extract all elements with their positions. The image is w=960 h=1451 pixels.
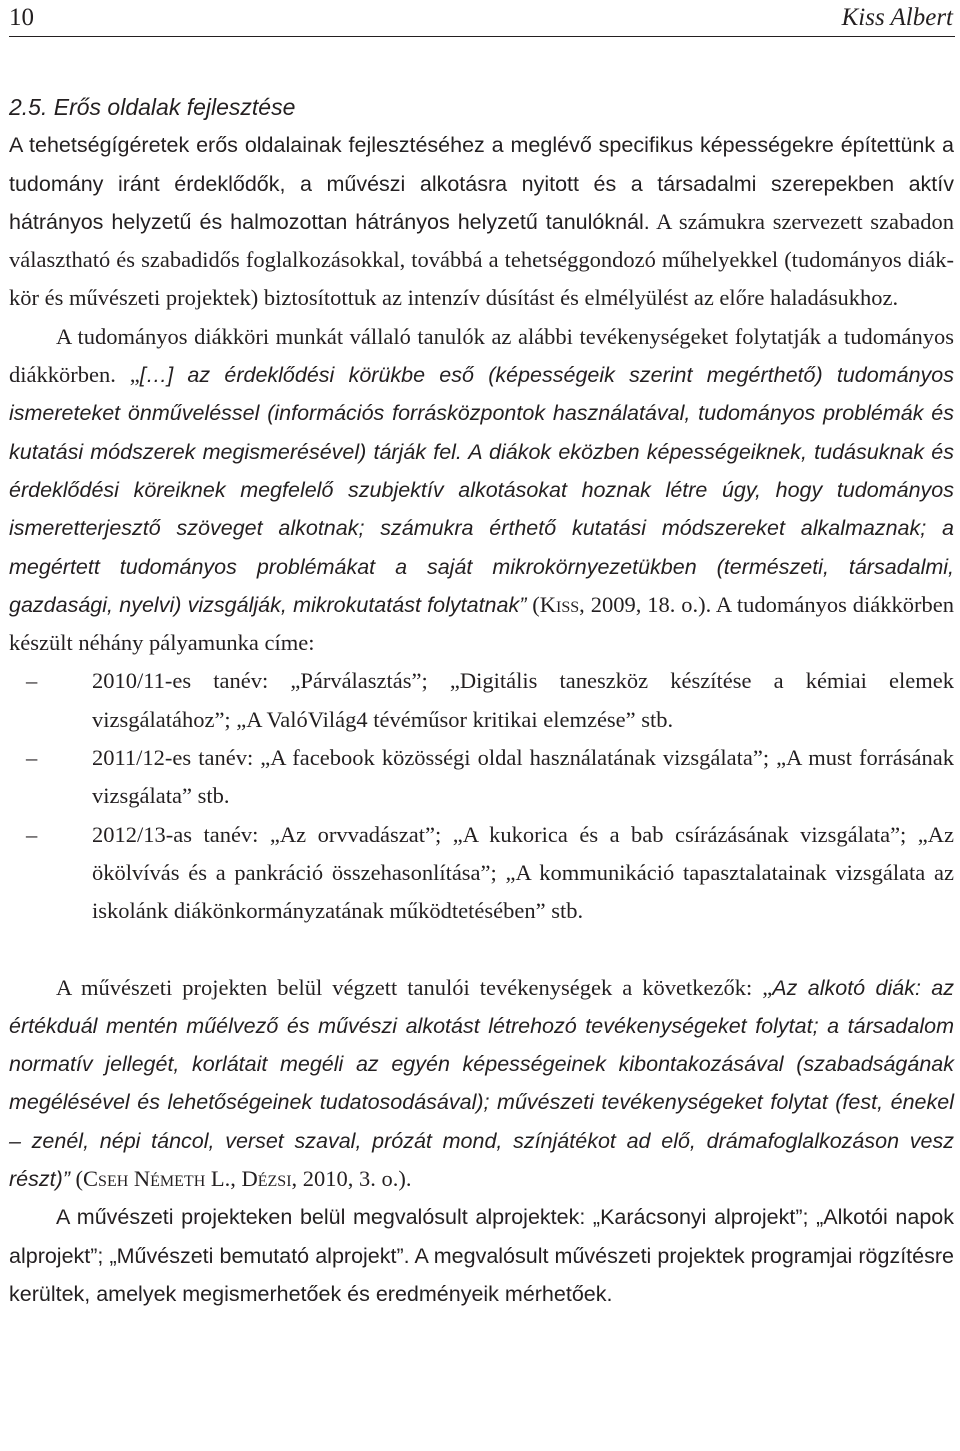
- paragraph-gap: [9, 931, 954, 969]
- paragraph-art-project: [9, 969, 954, 1199]
- page-number: 10: [9, 4, 34, 31]
- list-item: [9, 662, 954, 739]
- thesis-title-list: [9, 662, 954, 930]
- list-item-text: 2011/12-es tanév: „A facebook közösségi oldal használatának vizsgálata”; „A must forrásának vizsgálata” stb.: [92, 745, 954, 809]
- paragraph-strengths-intro: A tehetségígéretek erős oldalainak fejlesztéséhez a meglévő specifikus képességekre építettünk a tudomány iránt érdeklődők, a művészi alkotásra nyitott és a társadalmi szerepekben aktív hátrányos helyzetű és halmozottan hátrányos helyzetű tanulóknál.: [9, 133, 954, 234]
- paragraph-research-circle: [9, 318, 954, 663]
- art-project-quote: Az alkotó diák: az értékduál mentén műélvező és művészi alkotást létrehozó tevékenységeket folytat; a társadalom normatív jellegét, korlátait megéli az egyén képességeinek kibontakozásával (szabadságának megélésével és lehetőségeinek tudatosodásával); művészeti tevékenységeket folytat (fest, énekel – zenél, népi táncol, verset szaval, prózát mond, színjátékot ad elő, drámafoglalkozáson vesz részt)”: [9, 975, 954, 1192]
- dash-bullet: –: [26, 668, 38, 694]
- citation-rest: , 2009, 18. o.). A tudományos diákkörben készült néhány pályamunka címe:: [9, 591, 954, 656]
- art-project-intro: A művészeti projekten belül végzett tanulói tevékenységek a következők: „: [56, 974, 773, 1000]
- section-title: 2.5. Erős oldalak fejlesztése: [9, 94, 296, 120]
- citation-rest: , 2010, 3. o.).: [291, 1166, 412, 1192]
- running-header-author: Kiss Albert: [841, 4, 953, 31]
- dash-bullet: –: [26, 745, 38, 771]
- list-item: [9, 739, 954, 816]
- list-item: [9, 816, 954, 931]
- page-body: [9, 88, 954, 1313]
- paragraph-strengths: [9, 126, 954, 317]
- paragraph-strengths-body: A számukra szervezett szabadon választható és szabadidős foglalkozásokkal, továbbá a tehetséggondozó műhelyekkel (tudományos diákkör és művészeti projektek) biztosítottuk az intenzív dúsítást és elmélyülést az előre haladásukhoz.: [9, 208, 954, 311]
- citation-open: (: [69, 1166, 84, 1192]
- dash-bullet: –: [26, 821, 38, 847]
- list-item-text: 2012/13-as tanév: „Az orvvadászat”; „A kukorica és a bab csírázásának vizsgálata”; „Az ökölvívás és a pankráció összehasonlítása”; „A kommunikáció tapasztalatainak vizsgálata az iskolánk diákönkormányzatának működtetésében” stb.: [92, 821, 954, 924]
- research-circle-quote: […] az érdeklődési körükbe eső (képességeik szerint megérthető) tudományos ismereteket önműveléssel (információs forrásközpontok használatával, tudományos problémák és kutatási módszerek megismerésével) tárják fel. A diákok eközben képességeiknek, tudásuknak és érdeklődési köreiknek megfelelő szubjektív alkotásokat hoznak létre úgy, hogy tudományos ismeretterjesztő szöveget alkotnak; számukra érthető kutatási módszereket alkalmaznak; a megértett tudományos problémákat a saját mikrokörnyezetükben (természeti, társadalmi, gazdasági, nyelvi) vizsgálják, mikrokutatást folytatnak”: [9, 363, 954, 617]
- research-circle-intro: A tudományos diákköri munkát vállaló tanulók az alábbi tevékenységeket folytatják a tudományos diákkörben. „: [9, 323, 954, 388]
- citation-author: Cseh Németh L., Dézsi: [83, 1166, 292, 1192]
- citation-author: Kiss: [539, 591, 580, 617]
- list-item-text: 2010/11-es tanév: „Párválasztás”; „Digitális taneszköz készítése a kémiai elemek vizsgálatához”; „A ValóVilág4 tévéműsor kritikai elemzése” stb.: [92, 668, 954, 732]
- paragraph-subprojects: A művészeti projekteken belül megvalósult alprojektek: „Karácsonyi alprojekt”; „Alkotói napok alprojekt”; „Művészeti bemutató alprojekt”. A megvalósult művészeti projektek programjai rögzítésre kerültek, amelyek megismerhetőek és eredményeik mérhetőek.: [9, 1205, 954, 1306]
- citation-open: (: [526, 591, 540, 617]
- running-header: [9, 2, 955, 37]
